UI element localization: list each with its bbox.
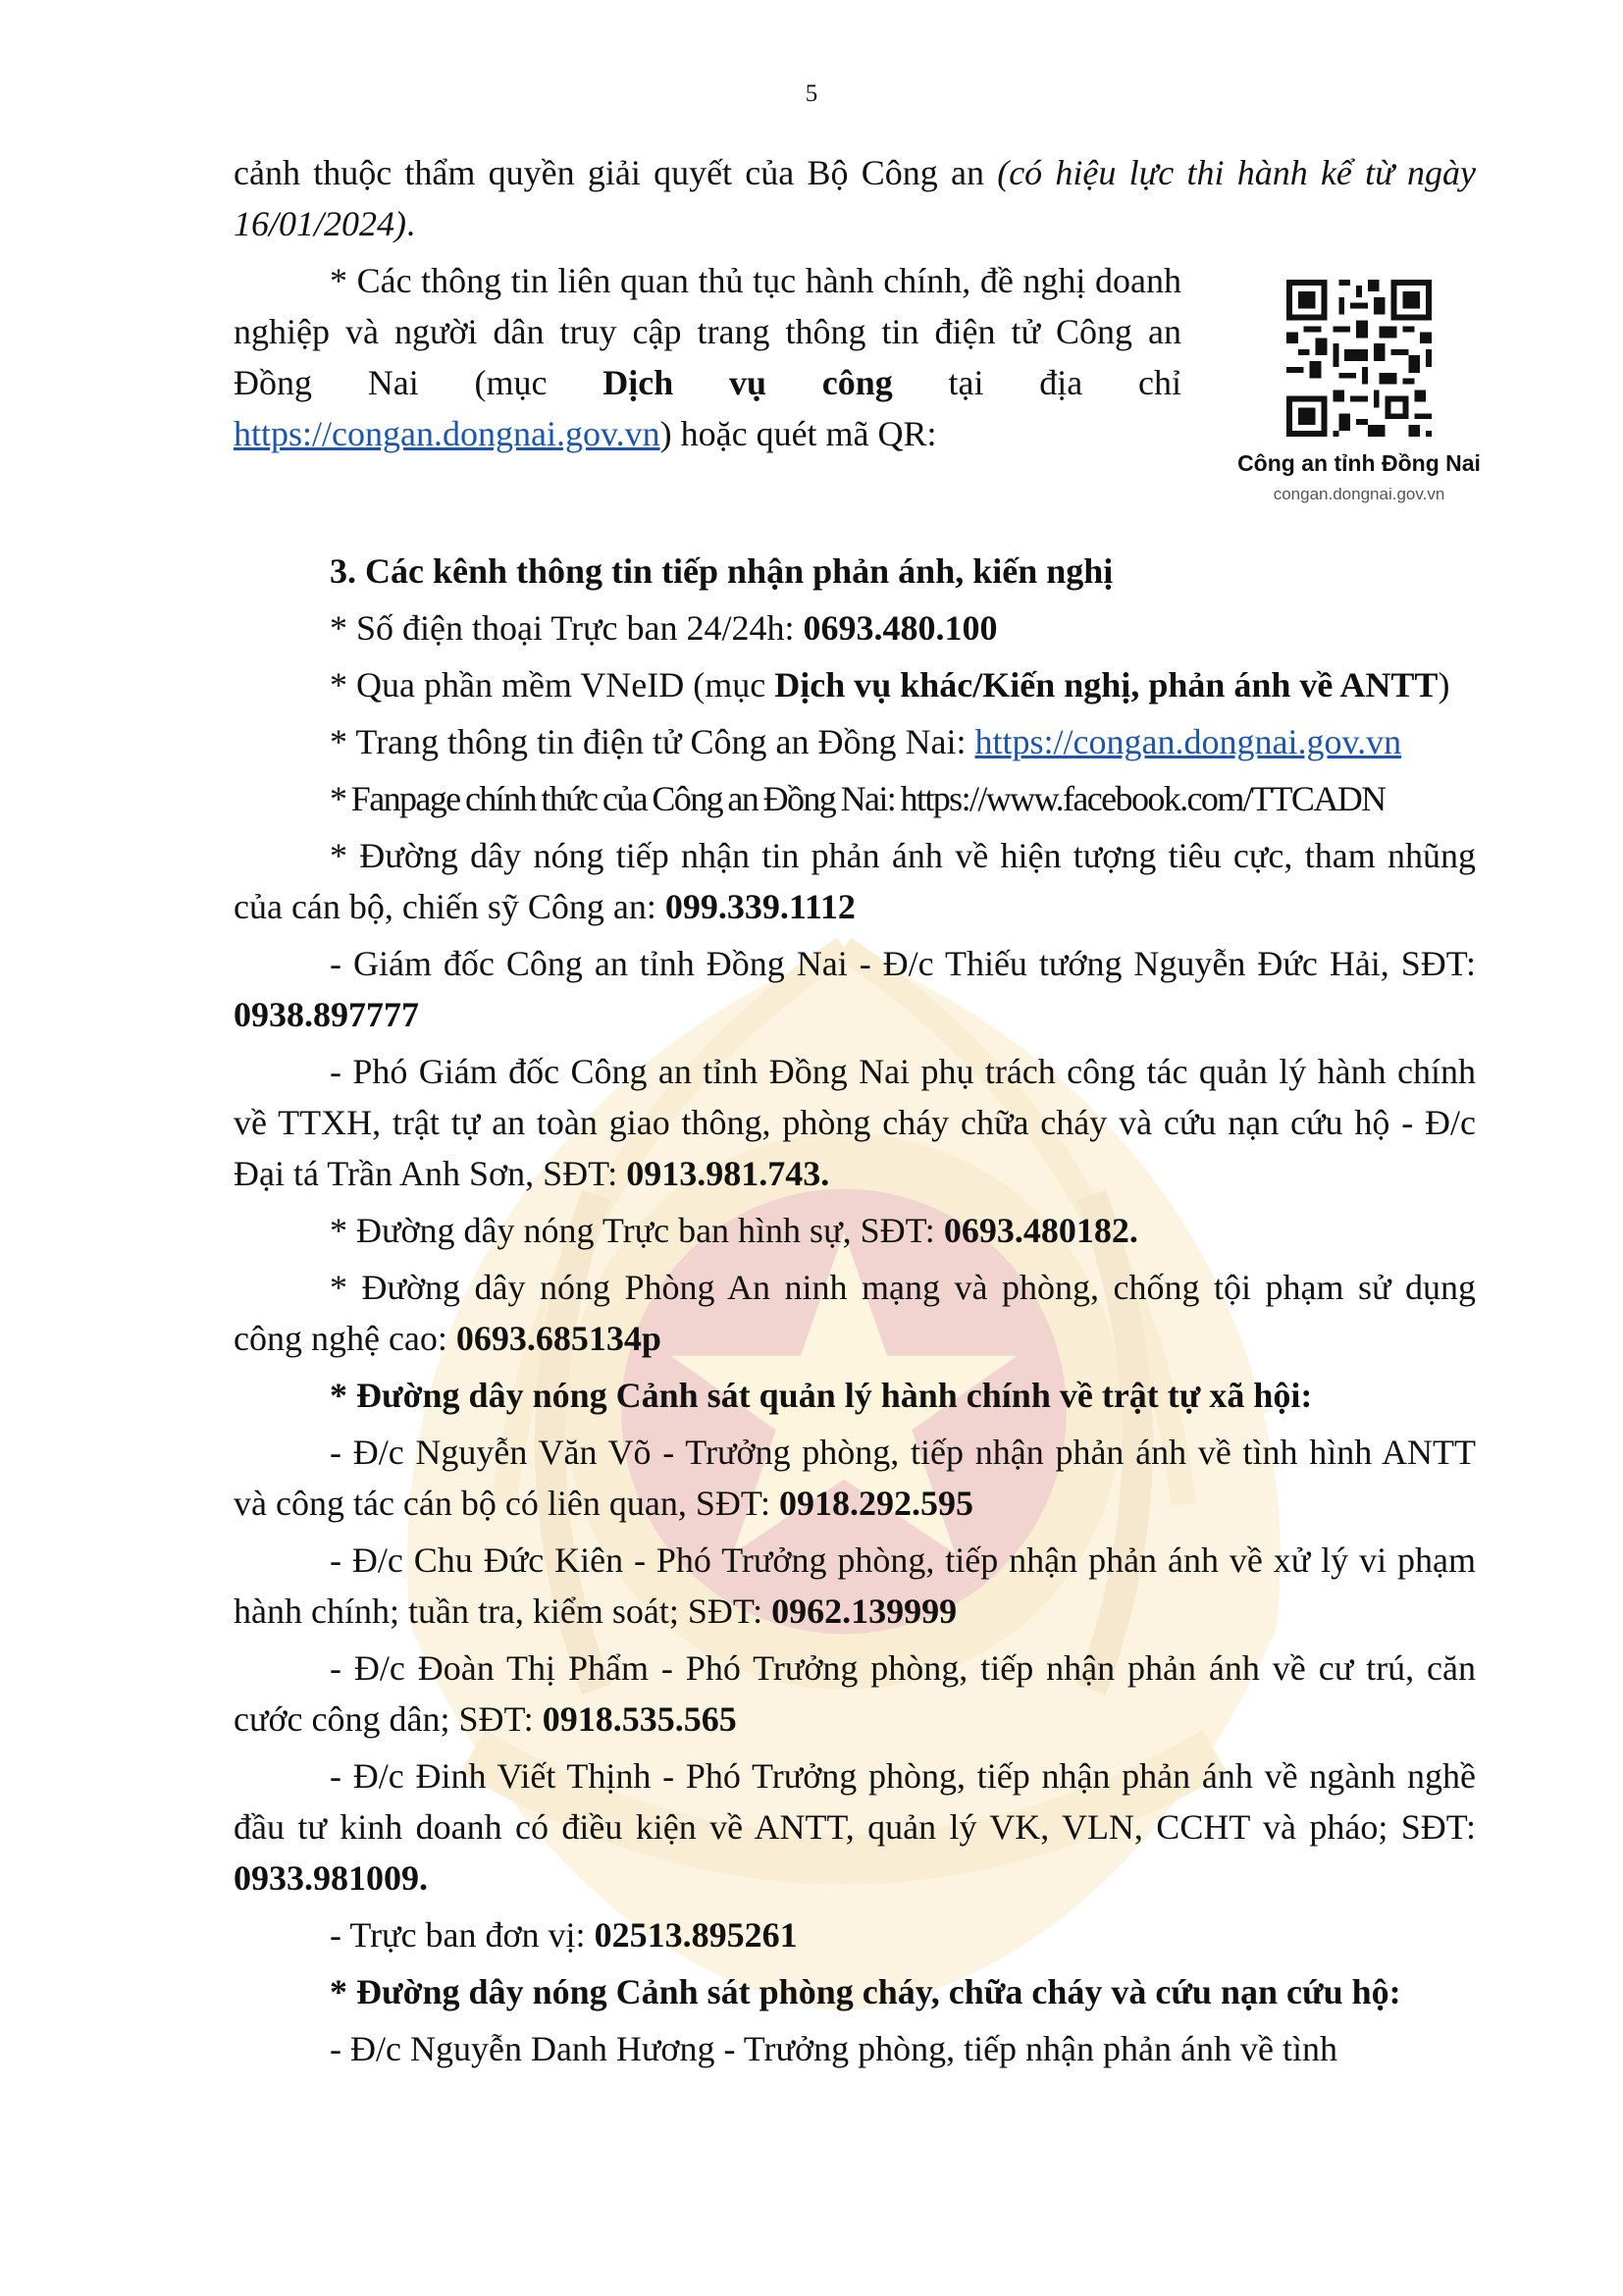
cyber-line (234, 1262, 1476, 1364)
admin-pham-text: - Đ/c Đoàn Thị Phẩm - Phó Trưởng phòng, tiếp nhận phản ánh về cư trú, căn cước công dân; SĐT: (234, 1648, 1476, 1739)
admin-thinh-value: 0933.981009. (234, 1858, 428, 1898)
intro-text: cảnh thuộc thẩm quyền giải quyết của Bộ Công an (234, 153, 998, 192)
deputy-line (234, 1046, 1476, 1199)
fire-heading-text: * Đường dây nóng Cảnh sát phòng cháy, chữa cháy và cứu nạn cứu hộ: (330, 1972, 1401, 2011)
fire-huong: - Đ/c Nguyễn Danh Hương - Trưởng phòng, tiếp nhận phản ánh về tình (330, 2029, 1337, 2068)
intro-paragraph (234, 147, 1476, 249)
info-middle: tại địa chỉ (892, 363, 1181, 402)
info-prefix: * Các thông tin liên quan thủ tục hành chính, đề nghị doanh nghiệp và người dân truy cập trang thông tin điện tử Công an Đồng Nai (mục (234, 261, 1181, 402)
vneid-bold: Dịch vụ khác/Kiến nghị, phản ánh về ANTT (774, 665, 1439, 704)
website-prefix: * Trang thông tin điện tử Công an Đồng Nai: (330, 722, 975, 761)
fanpage-line: * Fanpage chính thức của Công an Đồng Nai: https://www.facebook.com/TTCADN (330, 779, 1386, 818)
website-link[interactable]: https://congan.dongnai.gov.vn (974, 722, 1402, 761)
admin-pham (234, 1643, 1476, 1745)
director-line (234, 938, 1476, 1040)
intro-end: . (406, 204, 415, 243)
hotline-negative-text: * Đường dây nóng tiếp nhận tin phản ánh về hiện tượng tiêu cực, tham nhũng của cán bộ, chiến sỹ Công an: (234, 836, 1476, 926)
duty-phone (234, 602, 1476, 653)
admin-heading-text: * Đường dây nóng Cảnh sát quản lý hành chính về trật tự xã hội: (330, 1376, 1313, 1415)
qr-caption: Công an tỉnh Đồng Nai (1237, 450, 1481, 476)
vneid-line (234, 659, 1476, 710)
website-line (234, 716, 1476, 767)
info-bold: Dịch vụ công (602, 363, 893, 402)
section-heading: 3. Các kênh thông tin tiếp nhận phản ánh, kiến nghị (330, 551, 1114, 591)
admin-kien (234, 1535, 1476, 1637)
intro-italic: (có hiệu lực thi hành kể từ ngày 16/01/2024) (234, 153, 1477, 243)
admin-pham-value: 0918.535.565 (542, 1699, 737, 1739)
info-link[interactable]: https://congan.dongnai.gov.vn (234, 414, 660, 453)
duty-unit (234, 1909, 1476, 1960)
fire-heading (234, 1966, 1476, 2017)
admin-vo (234, 1427, 1476, 1529)
vneid-prefix: * Qua phần mềm VNeID (mục (330, 665, 775, 704)
info-paragraph (234, 255, 1181, 459)
director-value: 0938.897777 (234, 995, 419, 1034)
admin-vo-value: 0918.292.595 (779, 1484, 974, 1523)
criminal-line (234, 1205, 1476, 1256)
hotline-negative (234, 830, 1476, 932)
document-body (234, 147, 1476, 2080)
cyber-value: 0693.685134p (455, 1319, 661, 1358)
cyber-text: * Đường dây nóng Phòng An ninh mạng và phòng, chống tội phạm sử dụng công nghệ cao: (234, 1268, 1476, 1358)
qr-url: congan.dongnai.gov.vn (1273, 485, 1445, 503)
admin-vo-text: - Đ/c Nguyễn Văn Võ - Trưởng phòng, tiếp nhận phản ánh về tình hình ANTT và công tác cán bộ có liên quan, SĐT: (234, 1433, 1476, 1523)
duty-unit-text: - Trực ban đơn vị: (330, 1915, 595, 1955)
criminal-text: * Đường dây nóng Trực ban hình sự, SĐT: (330, 1211, 944, 1250)
deputy-text: - Phó Giám đốc Công an tỉnh Đồng Nai phụ trách công tác quản lý hành chính về TTXH, trật tự an toàn giao thông, phòng cháy chữa cháy và cứu nạn cứu hộ - Đ/c Đại tá Trần Anh Sơn, SĐT: (234, 1052, 1476, 1193)
duty-unit-value: 02513.895261 (594, 1915, 798, 1955)
admin-thinh (234, 1750, 1476, 1904)
admin-thinh-text: - Đ/c Đinh Viết Thịnh - Phó Trưởng phòng, tiếp nhận phản ánh về ngành nghề đầu tư kinh doanh có điều kiện về ANTT, quản lý VK, VLN, CCHT và pháo; SĐT: (234, 1756, 1476, 1847)
admin-heading (234, 1370, 1476, 1421)
deputy-value: 0913.981.743. (626, 1154, 830, 1193)
page-number: 5 (805, 80, 818, 107)
vneid-suffix: ) (1438, 665, 1450, 704)
duty-phone-value: 0693.480.100 (803, 608, 998, 648)
director-text: - Giám đốc Công an tỉnh Đồng Nai - Đ/c Thiếu tướng Nguyễn Đức Hải, SĐT: (330, 944, 1476, 983)
hotline-negative-value: 099.339.1112 (664, 887, 856, 926)
info-suffix: ) hoặc quét mã QR: (659, 414, 937, 453)
criminal-value: 0693.480182. (943, 1211, 1138, 1250)
admin-kien-text: - Đ/c Chu Đức Kiên - Phó Trưởng phòng, tiếp nhận phản ánh về xử lý vi phạm hành chính; tuần tra, kiểm soát; SĐT: (234, 1540, 1476, 1631)
duty-phone-label: * Số điện thoại Trực ban 24/24h: (330, 608, 804, 648)
admin-kien-value: 0962.139999 (771, 1592, 958, 1631)
